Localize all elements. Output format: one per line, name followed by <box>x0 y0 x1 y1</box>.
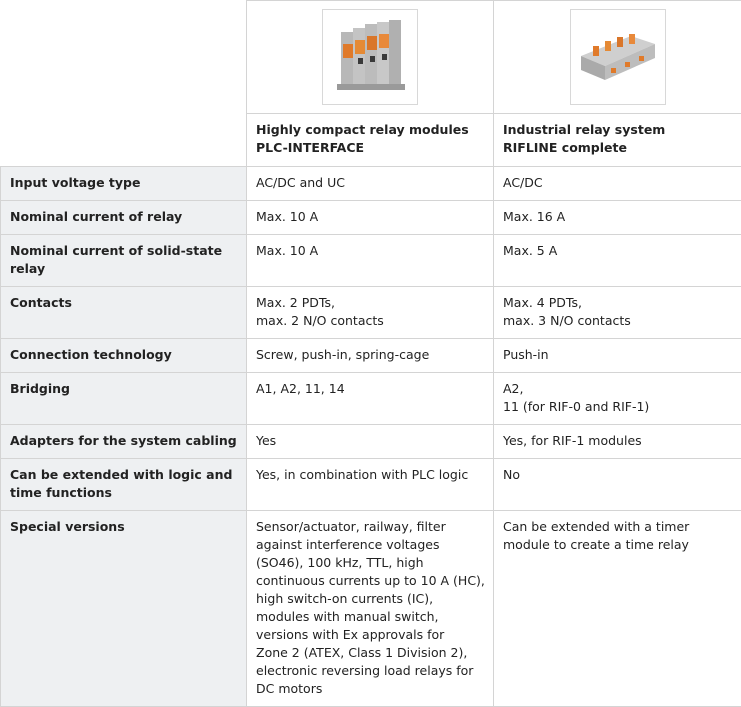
row-label: Nominal current of solid-state relay <box>1 235 247 287</box>
product-image-cell-plc <box>247 1 494 114</box>
product-title-rifline <box>494 114 741 167</box>
product-image-cell-rifline <box>494 1 741 114</box>
product-title-line: RIFLINE complete <box>503 139 733 157</box>
plc-interface-relay-module-image <box>322 9 418 105</box>
plc-value: Max. 2 PDTs, max. 2 N/O contacts <box>247 287 494 339</box>
table-row <box>1 167 741 201</box>
rifline-relay-system-image <box>570 9 666 105</box>
empty-corner-cell <box>1 1 247 114</box>
table-row <box>1 425 741 459</box>
table-row <box>1 235 741 287</box>
row-label: Can be extended with logic and time functions <box>1 459 247 511</box>
plc-value: Yes <box>247 425 494 459</box>
plc-value: AC/DC and UC <box>247 167 494 201</box>
plc-value: Max. 10 A <box>247 201 494 235</box>
rifline-value: A2, 11 (for RIF-0 and RIF-1) <box>494 373 741 425</box>
product-title-row <box>1 114 741 167</box>
rifline-value: AC/DC <box>494 167 741 201</box>
rifline-value: No <box>494 459 741 511</box>
product-title-line: Industrial relay system <box>503 121 733 139</box>
plc-value: Max. 10 A <box>247 235 494 287</box>
table-row <box>1 373 741 425</box>
plc-value: Screw, push-in, spring-cage <box>247 339 494 373</box>
table-row <box>1 459 741 511</box>
row-label: Input voltage type <box>1 167 247 201</box>
row-label: Special versions <box>1 511 247 707</box>
empty-corner-cell <box>1 114 247 167</box>
product-title-line: Highly compact relay modules <box>256 121 485 139</box>
row-label: Connection technology <box>1 339 247 373</box>
table-row <box>1 511 741 707</box>
image-row <box>1 1 741 114</box>
table-row <box>1 287 741 339</box>
rifline-value: Yes, for RIF-1 modules <box>494 425 741 459</box>
row-label: Adapters for the system cabling <box>1 425 247 459</box>
product-title-plc <box>247 114 494 167</box>
rifline-value: Max. 5 A <box>494 235 741 287</box>
row-label: Nominal current of relay <box>1 201 247 235</box>
table-row <box>1 201 741 235</box>
product-title-line: PLC-INTERFACE <box>256 139 485 157</box>
plc-value: A1, A2, 11, 14 <box>247 373 494 425</box>
rifline-value: Max. 4 PDTs, max. 3 N/O contacts <box>494 287 741 339</box>
rifline-value: Can be extended with a timer module to create a time relay <box>494 511 741 707</box>
table-row <box>1 339 741 373</box>
row-label: Contacts <box>1 287 247 339</box>
rifline-value: Push-in <box>494 339 741 373</box>
row-label: Bridging <box>1 373 247 425</box>
rifline-value: Max. 16 A <box>494 201 741 235</box>
plc-value: Yes, in combination with PLC logic <box>247 459 494 511</box>
plc-value: Sensor/actuator, railway, filter against interference voltages (SO46), 100 kHz, TTL, high continuous currents up to 10 A (HC), high switch-on currents (IC), modules with manual switch, versions with Ex approvals for Zone 2 (ATEX, Class 1 Division 2), electronic reversing load relays for DC motors <box>247 511 494 707</box>
